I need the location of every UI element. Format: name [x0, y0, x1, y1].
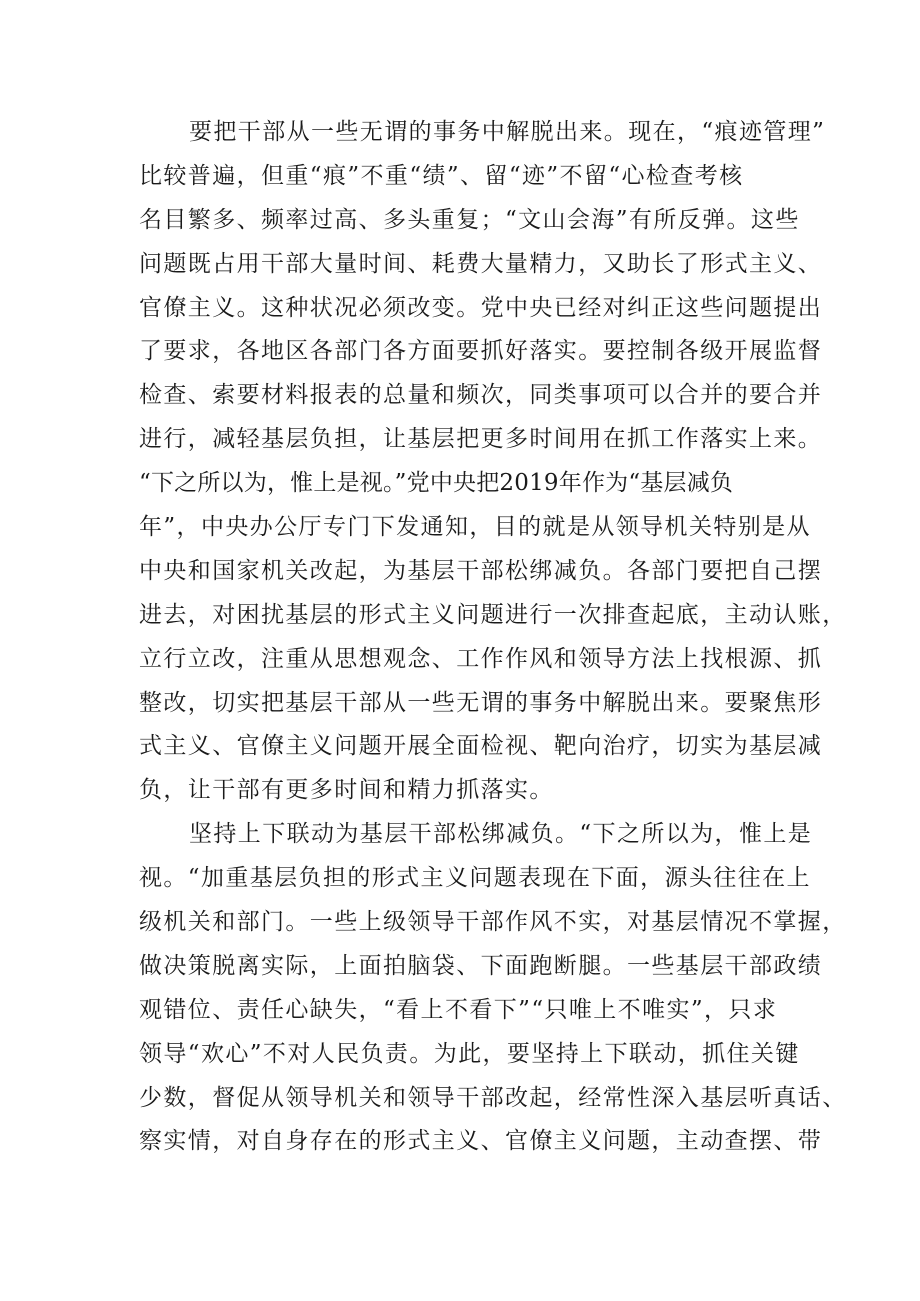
paragraph-1-line-7: 检查、索要材料报表的总量和频次，同类事项可以合并的要合并 — [139, 382, 823, 409]
paragraph-1-line-15: 式主义、官僚主义问题开展全面检视、靶向治疗，切实为基层减 — [139, 733, 823, 760]
paragraph-1-line-16: 负，让干部有更多时间和精力抓落实。 — [139, 777, 554, 804]
paragraph-2-line-6: 领导“欢心”不对人民负责。为此，要坚持上下联动，抓住关键 — [139, 1040, 800, 1067]
paragraph-2-line-4: 做决策脱离实际，上面拍脑袋、下面跑断腿。一些基层干部政绩 — [139, 952, 823, 979]
paragraph-1-line-2: 比较普遍，但重“痕”不重“绩”、留“迹”不留“心检查考核 — [139, 162, 744, 189]
paragraph-1-line-1: 要把干部从一些无谓的事务中解脱出来。现在，“痕迹管理” — [189, 119, 826, 145]
paragraph-1-line-11: 中央和国家机关改起，为基层干部松绑减负。各部门要把自己摆 — [139, 557, 823, 584]
paragraph-1-line-13: 立行立改，注重从思想观念、工作作风和领导方法上找根源、抓 — [139, 645, 823, 672]
paragraph-1-line-14: 整改，切实把基层干部从一些无谓的事务中解脱出来。要聚焦形 — [139, 689, 823, 716]
paragraph-2-line-5: 观错位、责任心缺失，“看上不看下”“只唯上不唯实”，只求 — [139, 996, 778, 1023]
paragraph-2-line-7: 少数，督促从领导机关和领导干部改起，经常性深入基层听真话、 — [139, 1084, 847, 1111]
document-body — [139, 111, 847, 1164]
paragraph-1-line-12: 进去，对困扰基层的形式主义问题进行一次排查起底，主动认账， — [139, 601, 847, 628]
paragraph-2-line-8: 察实情，对自身存在的形式主义、官僚主义问题，主动查摆、带 — [139, 1128, 823, 1155]
paragraph-1-line-3: 名目繁多、频率过高、多头重复；“文山会海”有所反弹。这些 — [139, 206, 800, 233]
paragraph-2-line-3: 级机关和部门。一些上级领导干部作风不实，对基层情况不掌握， — [139, 909, 847, 936]
paragraph-1-line-5: 官僚主义。这种状况必须改变。党中央已经对纠正这些问题提出 — [139, 294, 823, 321]
paragraph-1-line-4: 问题既占用干部大量时间、耗费大量精力，又助长了形式主义、 — [139, 250, 823, 277]
paragraph-1-line-8: 进行，减轻基层负担，让基层把更多时间用在抓工作落实上来。 — [139, 426, 823, 453]
paragraph-1-line-6: 了要求，各地区各部门各方面要抓好落实。要控制各级开展监督 — [139, 338, 823, 365]
paragraph-2-line-2: 视。“加重基层负担的形式主义问题表现在下面，源头往往在上 — [139, 865, 811, 892]
paragraph-2-line-1: 坚持上下联动为基层干部松绑减负。“下之所以为，惟上是 — [189, 821, 813, 848]
paragraph-1-line-10: 年”，中央办公厅专门下发通知，目的就是从领导机关特别是从 — [139, 514, 811, 541]
paragraph-1-line-9: “下之所以为，惟上是视。”党中央把2019年作为“基层减负 — [139, 470, 734, 497]
